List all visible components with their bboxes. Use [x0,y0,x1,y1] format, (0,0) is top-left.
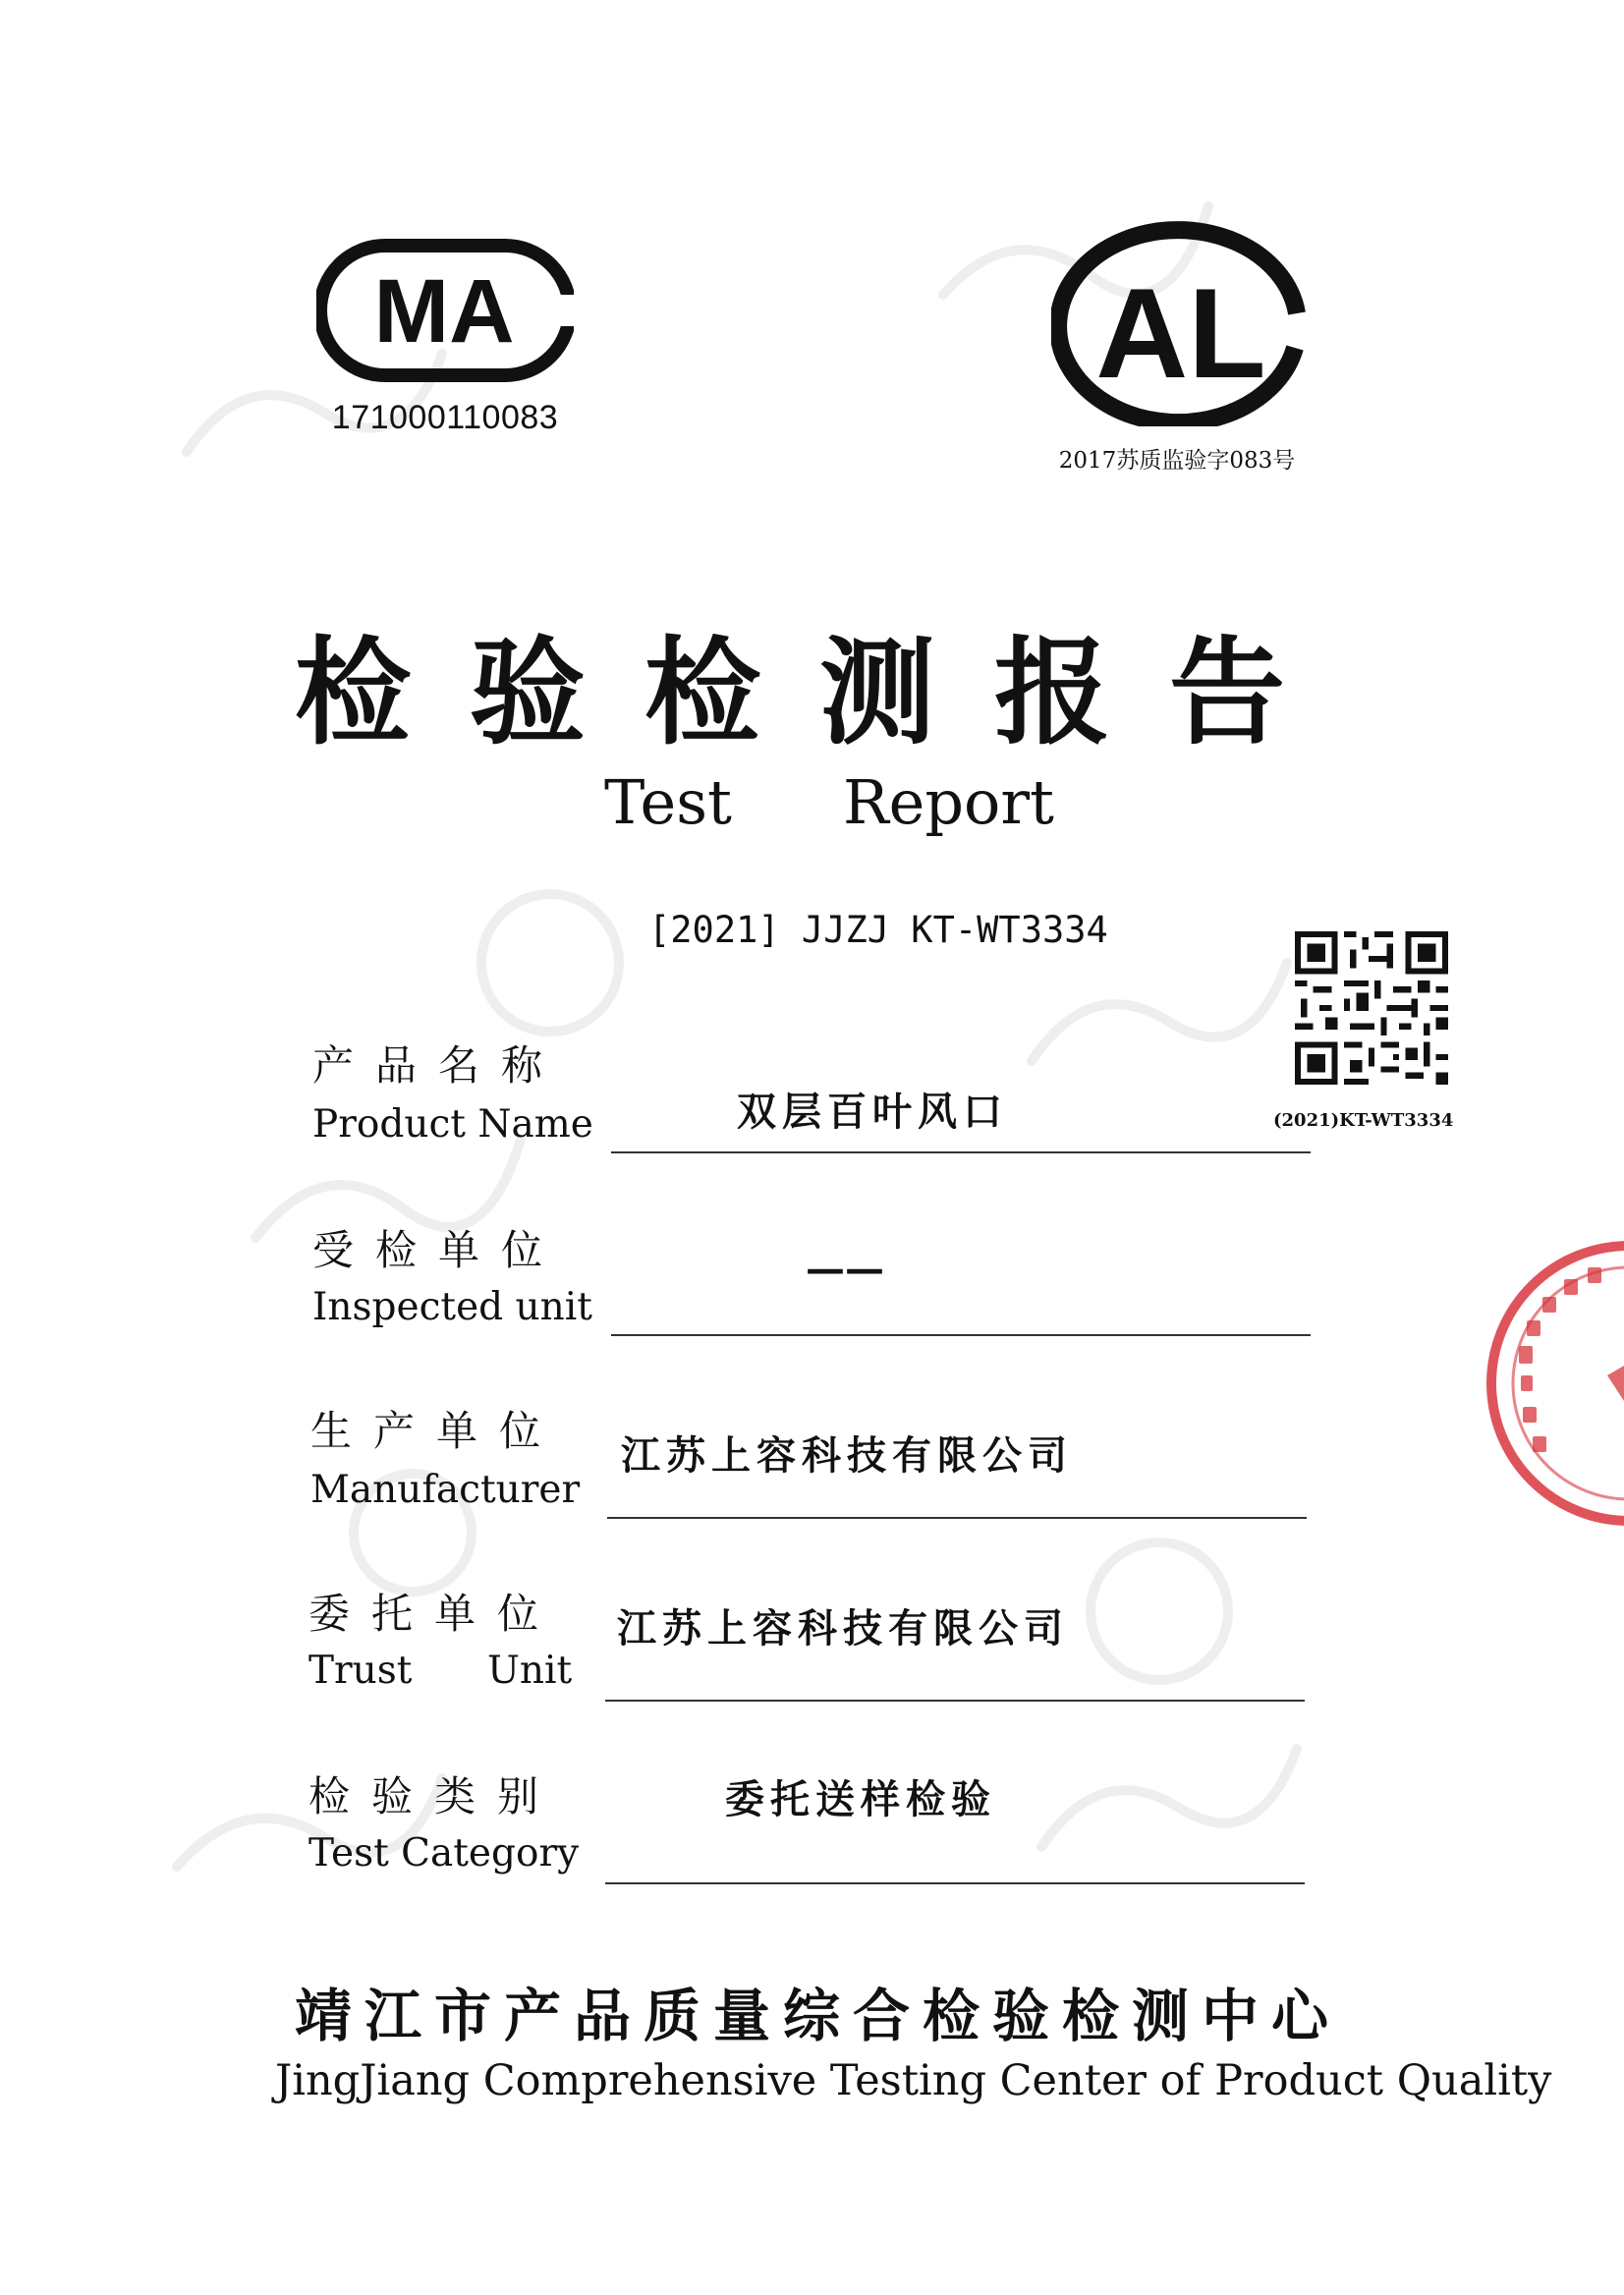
cma-number: 171000110083 [331,399,559,436]
label-product-name-en: Product Name [312,1102,593,1147]
label-test-category-cn: 检验类别 [308,1772,561,1820]
label-trust-unit-en-2: Unit [487,1649,573,1693]
cma-mark-text: MA [373,261,515,362]
label-manufacturer-cn: 生产单位 [310,1407,563,1455]
label-product-name-cn: 产品名称 [312,1041,565,1090]
cal-mark-text: AL [1095,261,1266,405]
label-trust-unit-en-1: Trust [308,1649,413,1693]
report-title-cn: 检验检测报告 [295,624,1345,760]
value-product-name: 双层百叶风口 [737,1089,1008,1135]
qr-code [1295,931,1448,1085]
cal-logo [1051,220,1316,426]
value-inspected-unit: —— [806,1246,884,1292]
label-manufacturer-en: Manufacturer [310,1468,581,1512]
underline-trust-unit [605,1700,1305,1702]
value-test-category: 委托送样检验 [725,1776,996,1822]
cal-caption: 2017苏质监验字083号 [1058,448,1296,474]
red-seal [1482,1228,1624,1538]
report-title-en-test: Test [604,766,732,838]
report-number: [2021] JJZJ KT-WT3334 [648,909,1108,951]
underline-inspected-unit [611,1334,1311,1336]
issuer-name-en: JingJiang Comprehensive Testing Center of Product Quality [275,2056,1552,2105]
label-inspected-unit-cn: 受检单位 [312,1226,565,1274]
value-manufacturer: 江苏上容科技有限公司 [621,1432,1073,1479]
value-trust-unit: 江苏上容科技有限公司 [617,1605,1069,1651]
issuer-name-cn: 靖江市产品质量综合检验检测中心 [295,1983,1342,2049]
underline-test-category [605,1882,1305,1884]
report-title-en-report: Report [843,766,1054,838]
label-trust-unit-cn: 委托单位 [308,1590,561,1638]
underline-manufacturer [607,1517,1307,1519]
label-inspected-unit-en: Inspected unit [312,1285,592,1329]
label-test-category-en: Test Category [308,1831,580,1875]
underline-product-name [611,1151,1311,1153]
qr-caption: (2021)KT-WT3334 [1273,1110,1454,1131]
cma-logo [316,236,574,385]
